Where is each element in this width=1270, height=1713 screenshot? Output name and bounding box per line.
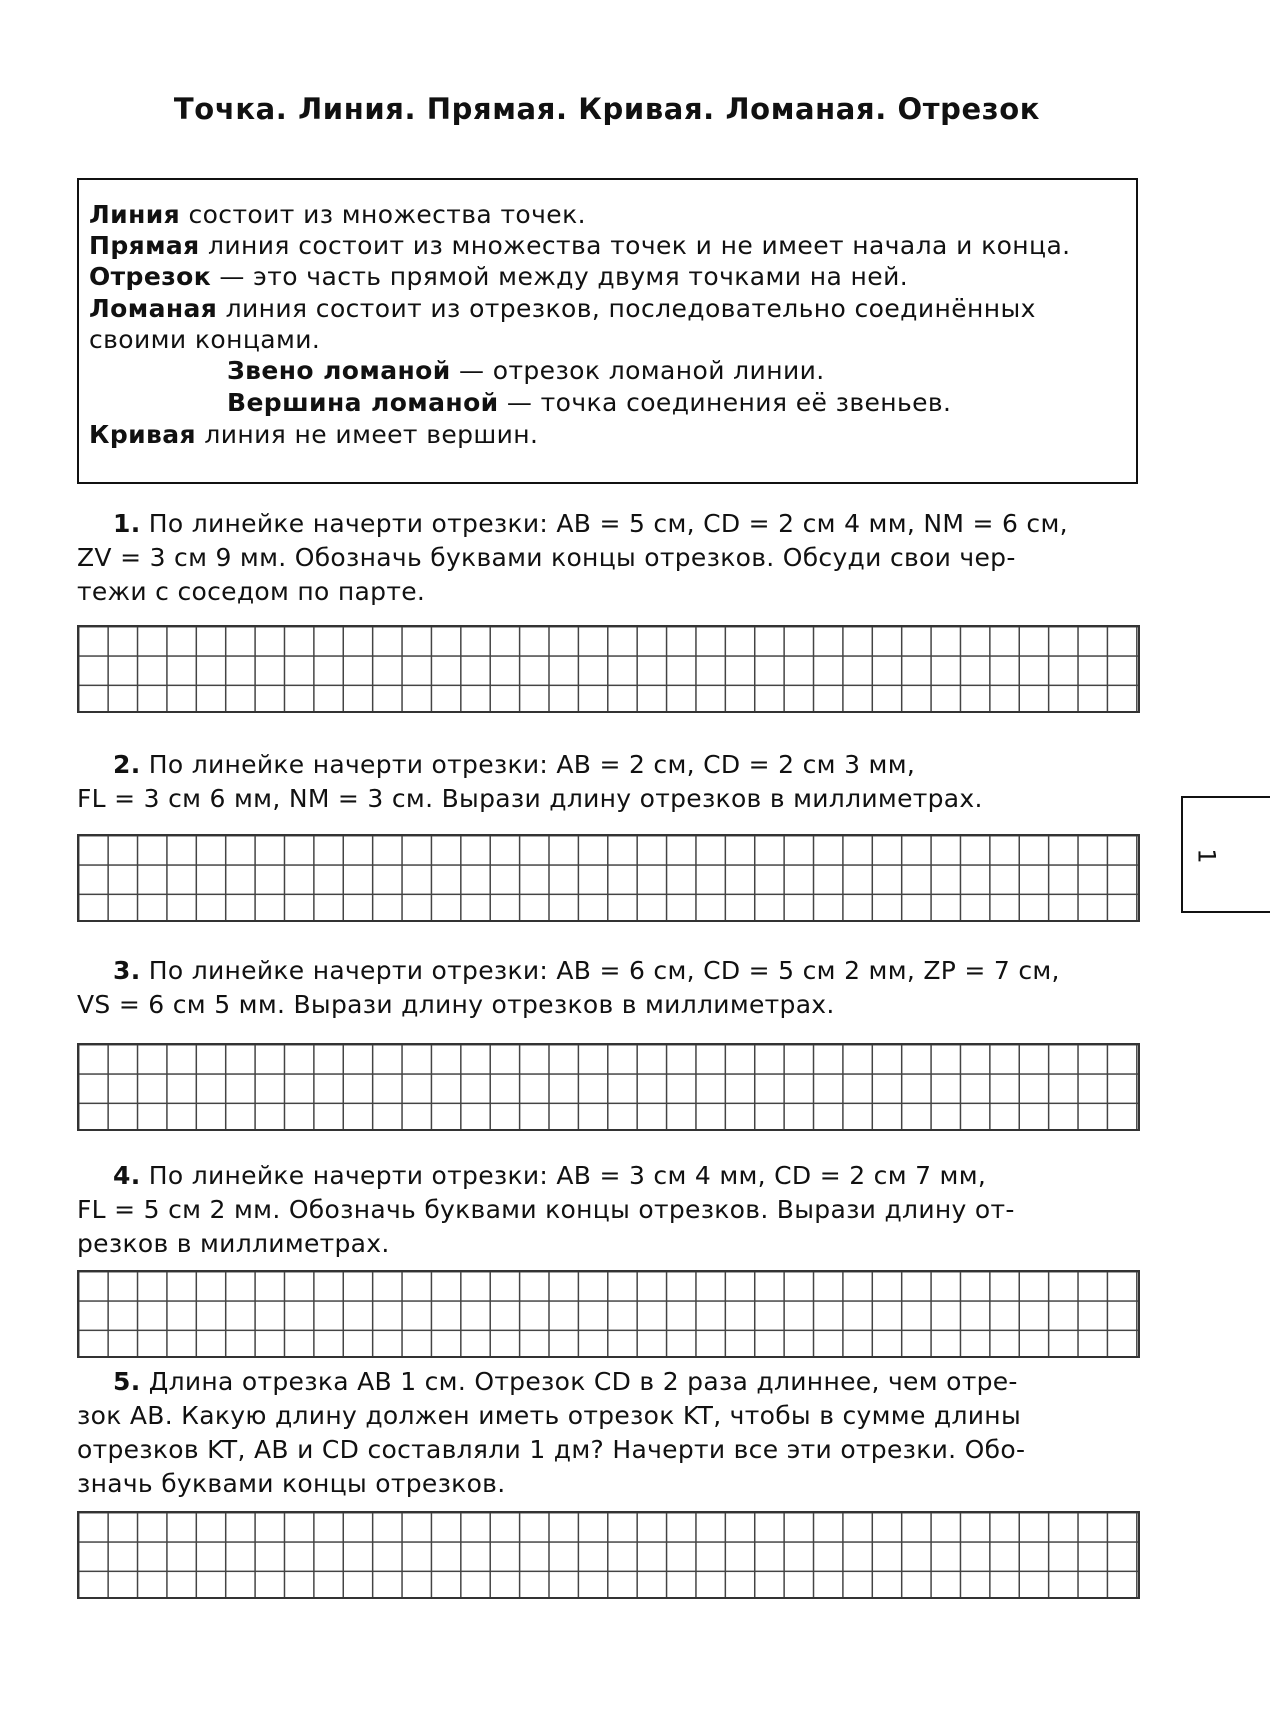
task-line [113, 748, 915, 782]
definition-line [227, 356, 825, 386]
definition-line [89, 262, 908, 292]
definition-text: — точка соединения её звеньев. [498, 388, 952, 417]
definition-line [89, 200, 586, 230]
task-number: 2. [113, 750, 141, 779]
task-line: VS = 6 см 5 мм. Вырази длину отрезков в миллиметрах. [77, 990, 835, 1019]
grid-field-5[interactable] [77, 1511, 1140, 1599]
definition-term: Кривая [89, 420, 196, 449]
definition-term: Ломаная [89, 294, 218, 323]
task-line [113, 1365, 1018, 1399]
task-text: По линейке начерти отрезки: AB = 2 см, CD = 2 см 3 мм, [148, 750, 916, 779]
task-line: ZV = 3 см 9 мм. Обозначь буквами концы отрезков. Обсуди свои чер- [77, 543, 1016, 572]
definition-term: Звено ломаной [227, 356, 451, 385]
task-line: FL = 3 см 6 мм, NM = 3 см. Вырази длину отрезков в миллиметрах. [77, 784, 983, 813]
definition-term: Прямая [89, 231, 200, 260]
definition-text: — это часть прямой между двумя точками на ней. [211, 262, 909, 291]
section-tab [1181, 796, 1270, 913]
definition-text: линия состоит из отрезков, последовательно соединённых [217, 294, 1036, 323]
definition-line [89, 294, 1036, 324]
definitions-box [77, 178, 1138, 484]
definition-term: Линия [89, 200, 181, 229]
grid-field-3[interactable] [77, 1043, 1140, 1131]
definition-text: линия состоит из множества точек и не имеет начала и конца. [199, 231, 1071, 260]
task-number: 4. [113, 1161, 141, 1190]
definition-line [89, 231, 1071, 261]
task-line: значь буквами концы отрезков. [77, 1469, 506, 1498]
section-tab-number: 1 [1192, 848, 1221, 864]
task-line: FL = 5 см 2 мм. Обозначь буквами концы отрезков. Вырази длину от- [77, 1195, 1015, 1224]
definition-text: линия не имеет вершин. [196, 420, 539, 449]
task-number: 3. [113, 956, 141, 985]
grid-field-4[interactable] [77, 1270, 1140, 1358]
grid-field-1[interactable] [77, 625, 1140, 713]
definition-term: Отрезок [89, 262, 212, 291]
task-text: По линейке начерти отрезки: AB = 5 см, CD = 2 см 4 мм, NM = 6 см, [148, 509, 1068, 538]
task-line [113, 1159, 986, 1193]
definition-text: — отрезок ломаной линии. [450, 356, 825, 385]
task-line: отрезков KT, AB и CD составляли 1 дм? Начерти все эти отрезки. Обо- [77, 1435, 1026, 1464]
definition-line [227, 388, 951, 418]
definition-line [89, 420, 538, 450]
task-line [113, 954, 1060, 988]
task-line: тежи с соседом по парте. [77, 577, 426, 606]
task-text: По линейке начерти отрезки: AB = 3 см 4 мм, CD = 2 см 7 мм, [148, 1161, 987, 1190]
definition-text: состоит из множества точек. [180, 200, 586, 229]
task-line: зок AB. Какую длину должен иметь отрезок KT, чтобы в сумме длины [77, 1401, 1021, 1430]
definition-term: Вершина ломаной [227, 388, 499, 417]
task-number: 5. [113, 1367, 141, 1396]
grid-field-2[interactable] [77, 834, 1140, 922]
task-line: резков в миллиметрах. [77, 1229, 390, 1258]
page-title: Точка. Линия. Прямая. Кривая. Ломаная. Отрезок [173, 92, 1041, 126]
definition-line-continuation: своими концами. [89, 325, 321, 354]
task-text: Длина отрезка AB 1 см. Отрезок CD в 2 раза длиннее, чем отре- [148, 1367, 1018, 1396]
task-line [113, 507, 1068, 541]
task-text: По линейке начерти отрезки: AB = 6 см, CD = 5 см 2 мм, ZP = 7 см, [148, 956, 1060, 985]
task-number: 1. [113, 509, 141, 538]
